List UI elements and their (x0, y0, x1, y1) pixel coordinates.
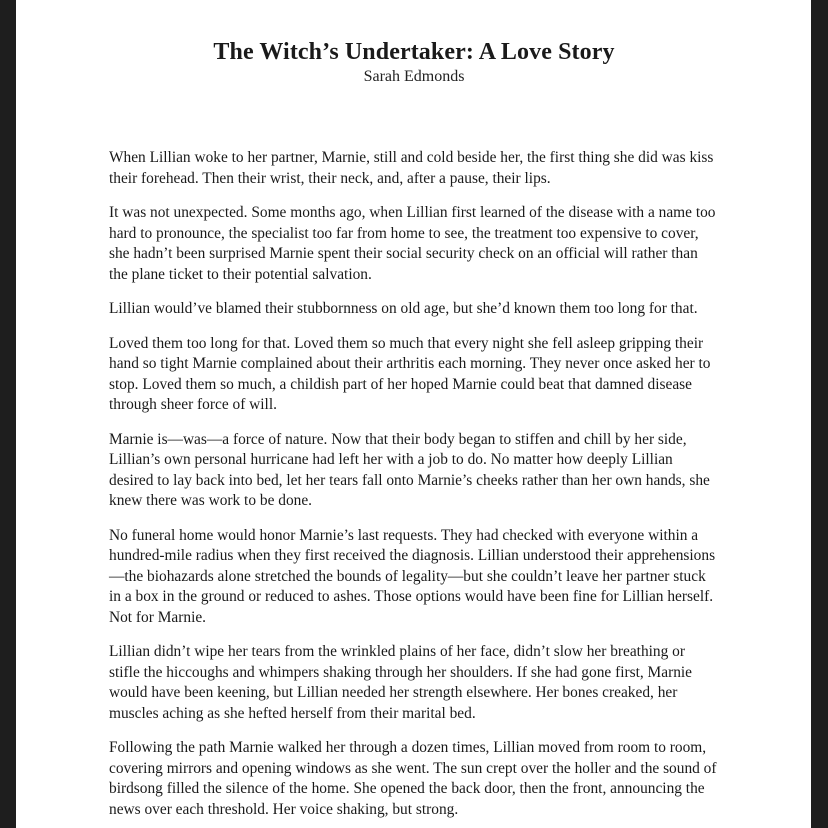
paragraph-8: Following the path Marnie walked her through a dozen times, Lillian moved from room to room, covering mirrors and opening windows as she went. The sun crept over the holler and the sound of birdsong filled the silence of the home. She opened the back door, then the front, announcing the news over each threshold. Her voice shaking, but strong. (109, 739, 717, 818)
story-body (109, 148, 719, 820)
paragraph-5: Marnie is—was—a force of nature. Now that their body began to stiffen and chill by her side, Lillian’s own personal hurricane had left her with a job to do. No matter how deeply Lillian desired to lay back into bed, let her tears fall onto Marnie’s cheeks rather than her own hands, she knew there was work to be done. (109, 430, 710, 509)
paragraph-4: Loved them too long for that. Loved them so much that every night she fell asleep gripping their hand so tight Marnie complained about their arthritis each morning. They never once asked her to stop. Loved them so much, a childish part of her hoped Marnie could beat that damned disease through sheer force of will. (109, 334, 711, 413)
paragraph-1: When Lillian woke to her partner, Marnie, still and cold beside her, the first thing she did was kiss their forehead. Then their wrist, their neck, and, after a pause, their lips. (109, 149, 714, 187)
story-title: The Witch’s Undertaker: A Love Story (213, 39, 615, 65)
paragraph-2: It was not unexpected. Some months ago, when Lillian first learned of the disease with a name too hard to pronounce, the specialist too far from home to see, the treatment too expensive to cover, she hadn’t been surprised Marnie spent their social security check on an official will rather than the plane ticket to their potential salvation. (109, 204, 716, 283)
paragraph-3: Lillian would’ve blamed their stubbornness on old age, but she’d known them too long for that. (109, 300, 698, 317)
paragraph-6: No funeral home would honor Marnie’s last requests. They had checked with everyone within a hundred-mile radius when they first received the diagnosis. Lillian understood their apprehensions—the biohazards alone stretched the bounds of legality—but she couldn’t leave her partner stuck in a box in the ground or reduced to ashes. Those options would have been fine for Lillian herself. Not for Marnie. (109, 526, 716, 626)
paragraph-7: Lillian didn’t wipe her tears from the wrinkled plains of her face, didn’t slow her breathing or stifle the hiccoughs and whimpers shaking through her shoulders. If she had gone first, Marnie would have been keening, but Lillian needed her strength elsewhere. Her bones creaked, her muscles aching as she hefted herself from their marital bed. (109, 643, 693, 722)
document-page[interactable] (16, 0, 811, 828)
story-author: Sarah Edmonds (363, 68, 465, 85)
